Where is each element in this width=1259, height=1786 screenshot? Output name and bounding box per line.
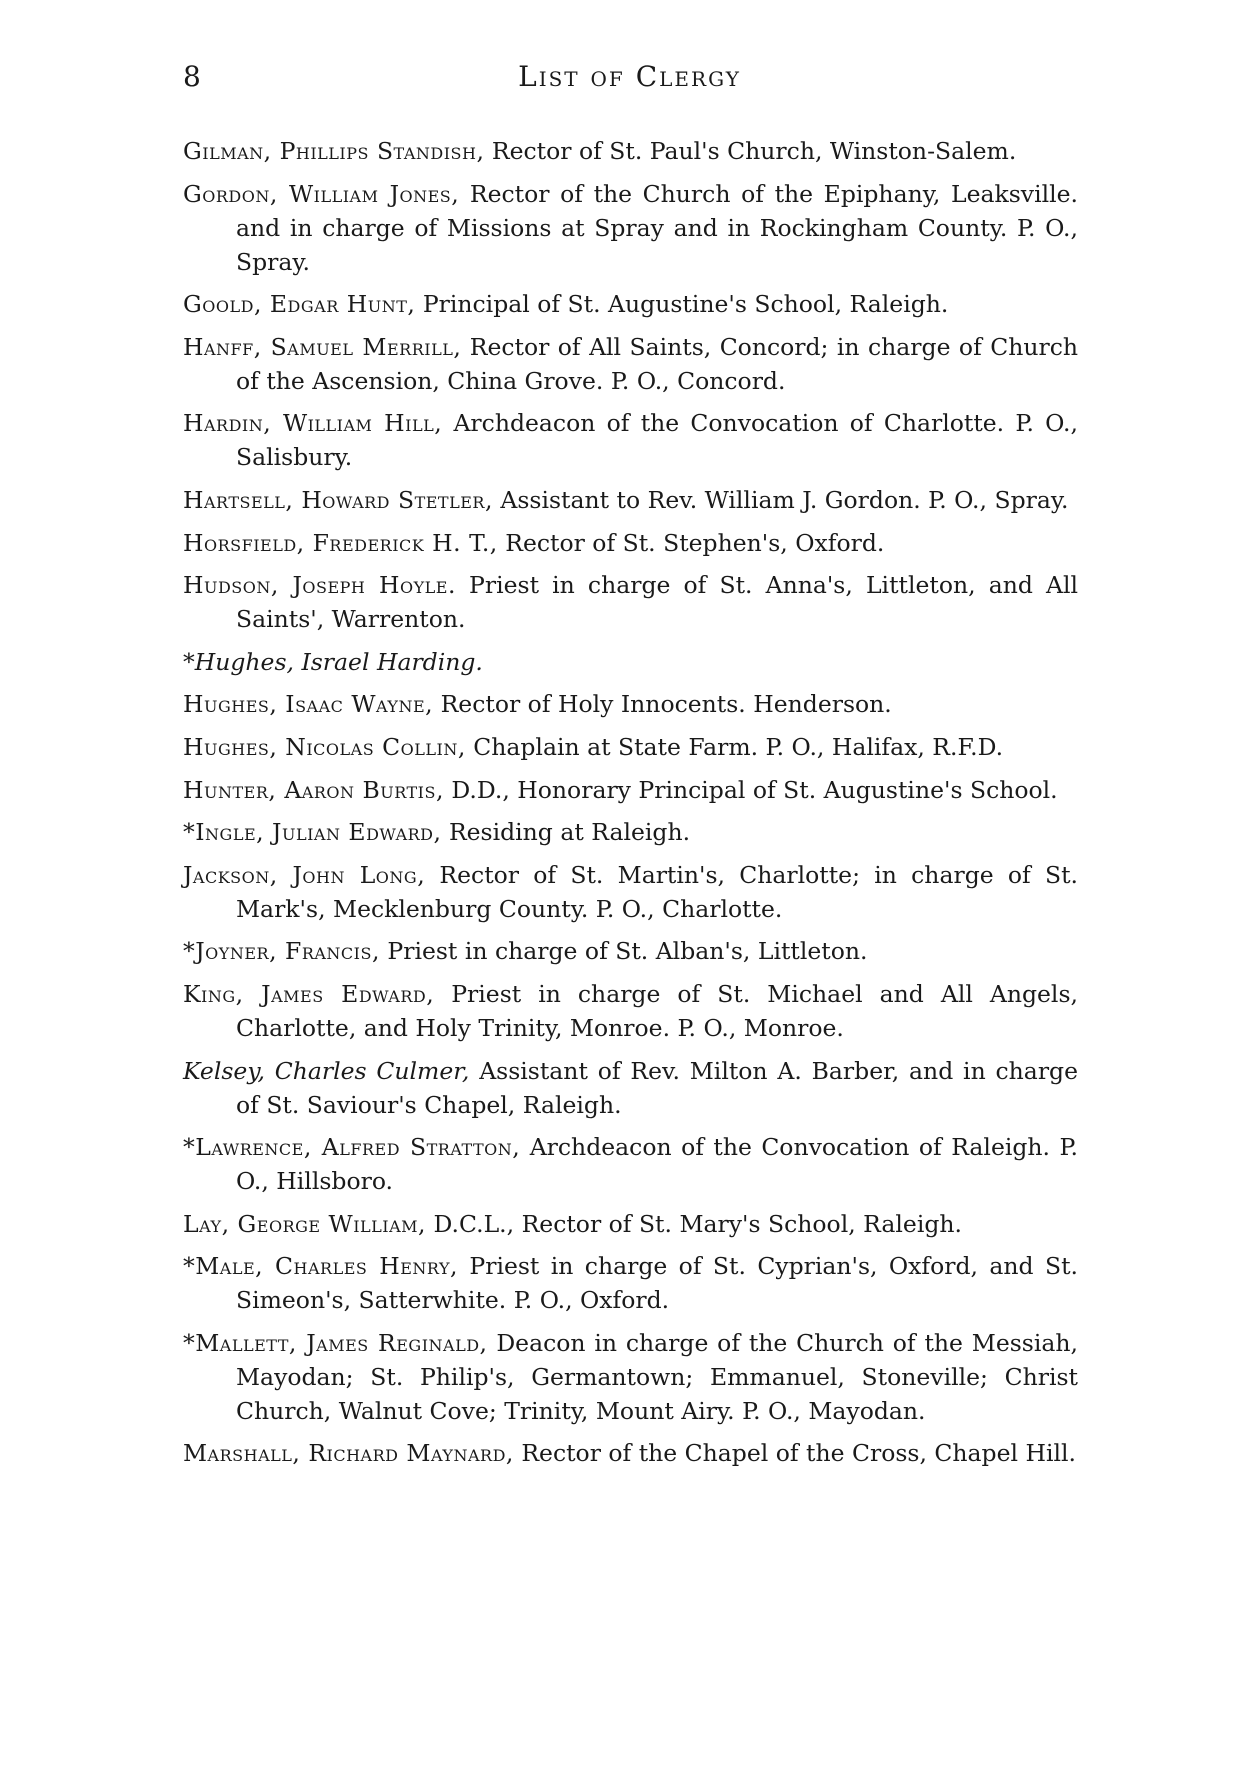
clergy-name: Kelsey, Charles Culmer, — [183, 1056, 470, 1085]
clergy-description: Deacon in charge of the Church of the Messiah, Mayodan; St. Philip's, Germantown; Emmanuel, Stoneville; Christ Church, Walnut Cove; Trinity, Mount Airy. P. O., Mayodan. — [236, 1328, 1078, 1425]
clergy-name: Jackson, John Long, — [183, 860, 426, 889]
clergy-entry — [183, 934, 1078, 968]
clergy-description: Principal of St. Augustine's School, Raleigh. — [415, 290, 949, 319]
clergy-entry — [183, 858, 1078, 926]
clergy-name: Gilman, Phillips Standish, — [183, 137, 485, 165]
clergy-name: Gordon, William Jones, — [183, 179, 460, 208]
clergy-description: Chaplain at State Farm. P. O., Halifax, R.F.D. — [465, 732, 1004, 761]
clergy-entry — [183, 773, 1078, 807]
clergy-entry — [183, 687, 1078, 721]
clergy-entry — [183, 1054, 1078, 1122]
clergy-description: Rector of the Chapel of the Cross, Chapel Hill. — [513, 1439, 1077, 1468]
clergy-description: Priest in charge of St. Anna's, Littleton, and All Saints', Warrenton. — [236, 571, 1079, 634]
clergy-name: *Mallett, James Reginald, — [183, 1328, 488, 1357]
clergy-list — [183, 134, 1078, 1479]
clergy-entry — [183, 1436, 1078, 1470]
clergy-entry — [183, 287, 1078, 321]
clergy-description: Archdeacon of the Convocation of Raleigh. P. O., Hillsboro. — [236, 1133, 1079, 1196]
clergy-name: Hughes, Isaac Wayne, — [183, 690, 434, 719]
clergy-name: Marshall, Richard Maynard, — [183, 1439, 514, 1468]
clergy-name: *Lawrence, Alfred Stratton, — [183, 1133, 521, 1162]
clergy-name: Horsfield, Frederick H. T., — [183, 528, 498, 557]
clergy-name: Hughes, Nicolas Collin, — [183, 732, 466, 761]
clergy-name: Hudson, Joseph Hoyle. — [183, 571, 456, 600]
clergy-entry — [183, 330, 1078, 398]
clergy-description: Rector of St. Martin's, Charlotte; in charge of St. Mark's, Mecklenburg County. P. O., Charlotte. — [236, 860, 1078, 923]
clergy-description: Rector of Holy Innocents. Henderson. — [433, 690, 892, 719]
clergy-entry — [183, 483, 1078, 517]
clergy-description: Assistant of Rev. Milton A. Barber, and in charge of St. Saviour's Chapel, Raleigh. — [236, 1056, 1079, 1119]
clergy-entry — [183, 1326, 1078, 1428]
clergy-entry — [183, 526, 1078, 560]
clergy-description: D.D., Honorary Principal of St. Augustine's School. — [443, 775, 1058, 804]
clergy-description: Rector of All Saints, Concord; in charge of Church of the Ascension, China Grove. P. O., Concord. — [236, 332, 1078, 395]
clergy-description: Rector of St. Paul's Church, Winston-Salem. — [484, 137, 1017, 165]
clergy-description: Priest in charge of St. Cyprian's, Oxford, and St. Simeon's, Satterwhite. P. O., Oxford. — [236, 1252, 1078, 1315]
clergy-name: Hunter, Aaron Burtis, — [183, 775, 444, 804]
running-title: List of Clergy — [518, 60, 741, 93]
clergy-entry — [183, 730, 1078, 764]
clergy-description: Assistant to Rev. William J. Gordon. P. O., Spray. — [492, 485, 1069, 514]
clergy-name: *Joyner, Francis, — [183, 937, 380, 966]
clergy-description: Rector of St. Stephen's, Oxford. — [497, 528, 885, 557]
clergy-entry — [183, 1130, 1078, 1198]
clergy-entry — [183, 134, 1078, 168]
clergy-name: Goold, Edgar Hunt, — [183, 290, 416, 319]
clergy-description: Archdeacon of the Convocation of Charlotte. P. O., Salisbury. — [236, 409, 1078, 472]
clergy-description: Priest in charge of St. Alban's, Littleton. — [379, 937, 868, 966]
clergy-entry — [183, 1207, 1078, 1241]
clergy-entry — [183, 645, 1078, 679]
clergy-name: *Hughes, Israel Harding. — [183, 647, 483, 676]
clergy-name: Hardin, William Hill, — [183, 409, 443, 438]
clergy-entry — [183, 406, 1078, 474]
clergy-description: Rector of the Church of the Epiphany, Leaksville. and in charge of Missions at Spray and in Rockingham County. P. O., Spray. — [236, 179, 1078, 276]
clergy-name: Hanff, Samuel Merrill, — [183, 332, 462, 361]
clergy-name: Lay, George William, — [183, 1209, 427, 1238]
clergy-description: Residing at Raleigh. — [441, 818, 691, 847]
clergy-name: *Ingle, Julian Edward, — [183, 818, 442, 847]
page-number: 8 — [183, 60, 201, 93]
clergy-description: Priest in charge of St. Michael and All Angels, Charlotte, and Holy Trinity, Monroe. P. O., Monroe. — [236, 979, 1078, 1042]
clergy-name: Hartsell, Howard Stetler, — [183, 485, 493, 514]
clergy-name: *Male, Charles Henry, — [183, 1252, 458, 1281]
clergy-entry — [183, 977, 1078, 1045]
clergy-entry — [183, 1249, 1078, 1317]
clergy-name: King, James Edward, — [183, 979, 435, 1008]
clergy-entry — [183, 177, 1078, 279]
clergy-entry — [183, 568, 1078, 636]
clergy-entry — [183, 815, 1078, 849]
clergy-description: D.C.L., Rector of St. Mary's School, Raleigh. — [426, 1209, 962, 1238]
